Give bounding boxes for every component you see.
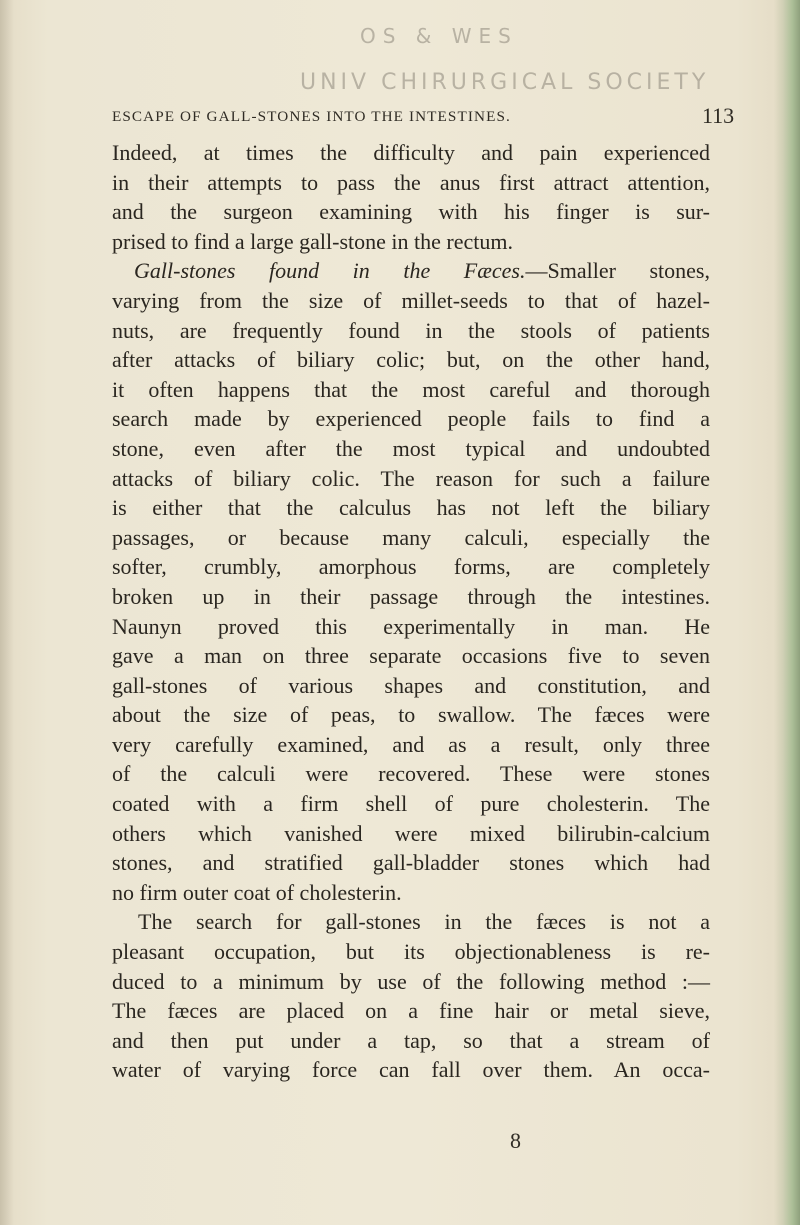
text-line: and the surgeon examining with his finger is sur- <box>112 199 710 225</box>
page-edge <box>774 0 800 1225</box>
body-text <box>112 138 710 1085</box>
text-line: prised to find a large gall-stone in the rectum. <box>112 228 513 254</box>
text-line: about the size of peas, to swallow. The fæces were <box>112 702 710 728</box>
text-line: varying from the size of millet-seeds to that of hazel- <box>112 287 710 313</box>
section-heading-line <box>112 256 710 286</box>
text-line: The fæces are placed on a fine hair or metal sieve, <box>112 998 710 1024</box>
text-line: after attacks of biliary colic; but, on the other hand, <box>112 347 710 373</box>
text-line: coated with a firm shell of pure cholesterin. The <box>112 791 710 817</box>
text-line: water of varying force can fall over them. An occa- <box>112 1057 710 1083</box>
text-line: in their attempts to pass the anus first attract attention, <box>112 169 710 195</box>
text-line: gave a man on three separate occasions five to seven <box>112 643 710 669</box>
text-line: gall-stones of various shapes and constitution, and <box>112 672 710 698</box>
text-line: and then put under a tap, so that a stream of <box>112 1027 710 1053</box>
text-line: The search for gall-stones in the fæces is not a <box>138 909 710 935</box>
text-line: search made by experienced people fails to find a <box>112 406 710 432</box>
text-line: Indeed, at times the difficulty and pain experienced <box>112 140 710 165</box>
section-heading: Gall-stones found in the Fæces. <box>134 258 526 284</box>
text-line: of the calculi were recovered. These were stones <box>112 761 710 787</box>
text-line: is either that the calculus has not left the biliary <box>112 495 710 521</box>
text-line: others which vanished were mixed bilirubin-calcium <box>112 820 710 846</box>
page-number: 113 <box>702 103 735 128</box>
text-line: very carefully examined, and as a result, only three <box>112 731 710 757</box>
text-line: duced to a minimum by use of the following method :— <box>112 968 710 994</box>
signature-mark: 8 <box>510 1128 521 1153</box>
library-stamp-line-1: OS & WES <box>360 24 518 48</box>
text-line: attacks of biliary colic. The reason for such a failure <box>112 465 710 491</box>
text-line: pleasant occupation, but its objectionableness is re- <box>112 939 710 965</box>
text-line: stones, and stratified gall-bladder stones which had <box>112 850 710 876</box>
text-line: —Smaller stones, <box>525 258 710 284</box>
text-line: no firm outer coat of cholesterin. <box>112 879 402 905</box>
text-line: softer, crumbly, amorphous forms, are completely <box>112 554 710 580</box>
text-line: passages, or because many calculi, especially the <box>112 524 710 550</box>
library-stamp-line-2: UNIV CHIRURGICAL SOCIETY <box>300 70 710 95</box>
text-line: nuts, are frequently found in the stools of patients <box>112 317 710 343</box>
running-head: ESCAPE OF GALL-STONES INTO THE INTESTINES. <box>112 108 511 125</box>
text-line: Naunyn proved this experimentally in man. He <box>112 613 710 639</box>
text-line: stone, even after the most typical and undoubted <box>112 435 710 461</box>
text-line: it often happens that the most careful and thorough <box>112 376 710 402</box>
page-gutter-shadow <box>0 0 14 1225</box>
text-line: broken up in their passage through the intestines. <box>112 583 710 609</box>
